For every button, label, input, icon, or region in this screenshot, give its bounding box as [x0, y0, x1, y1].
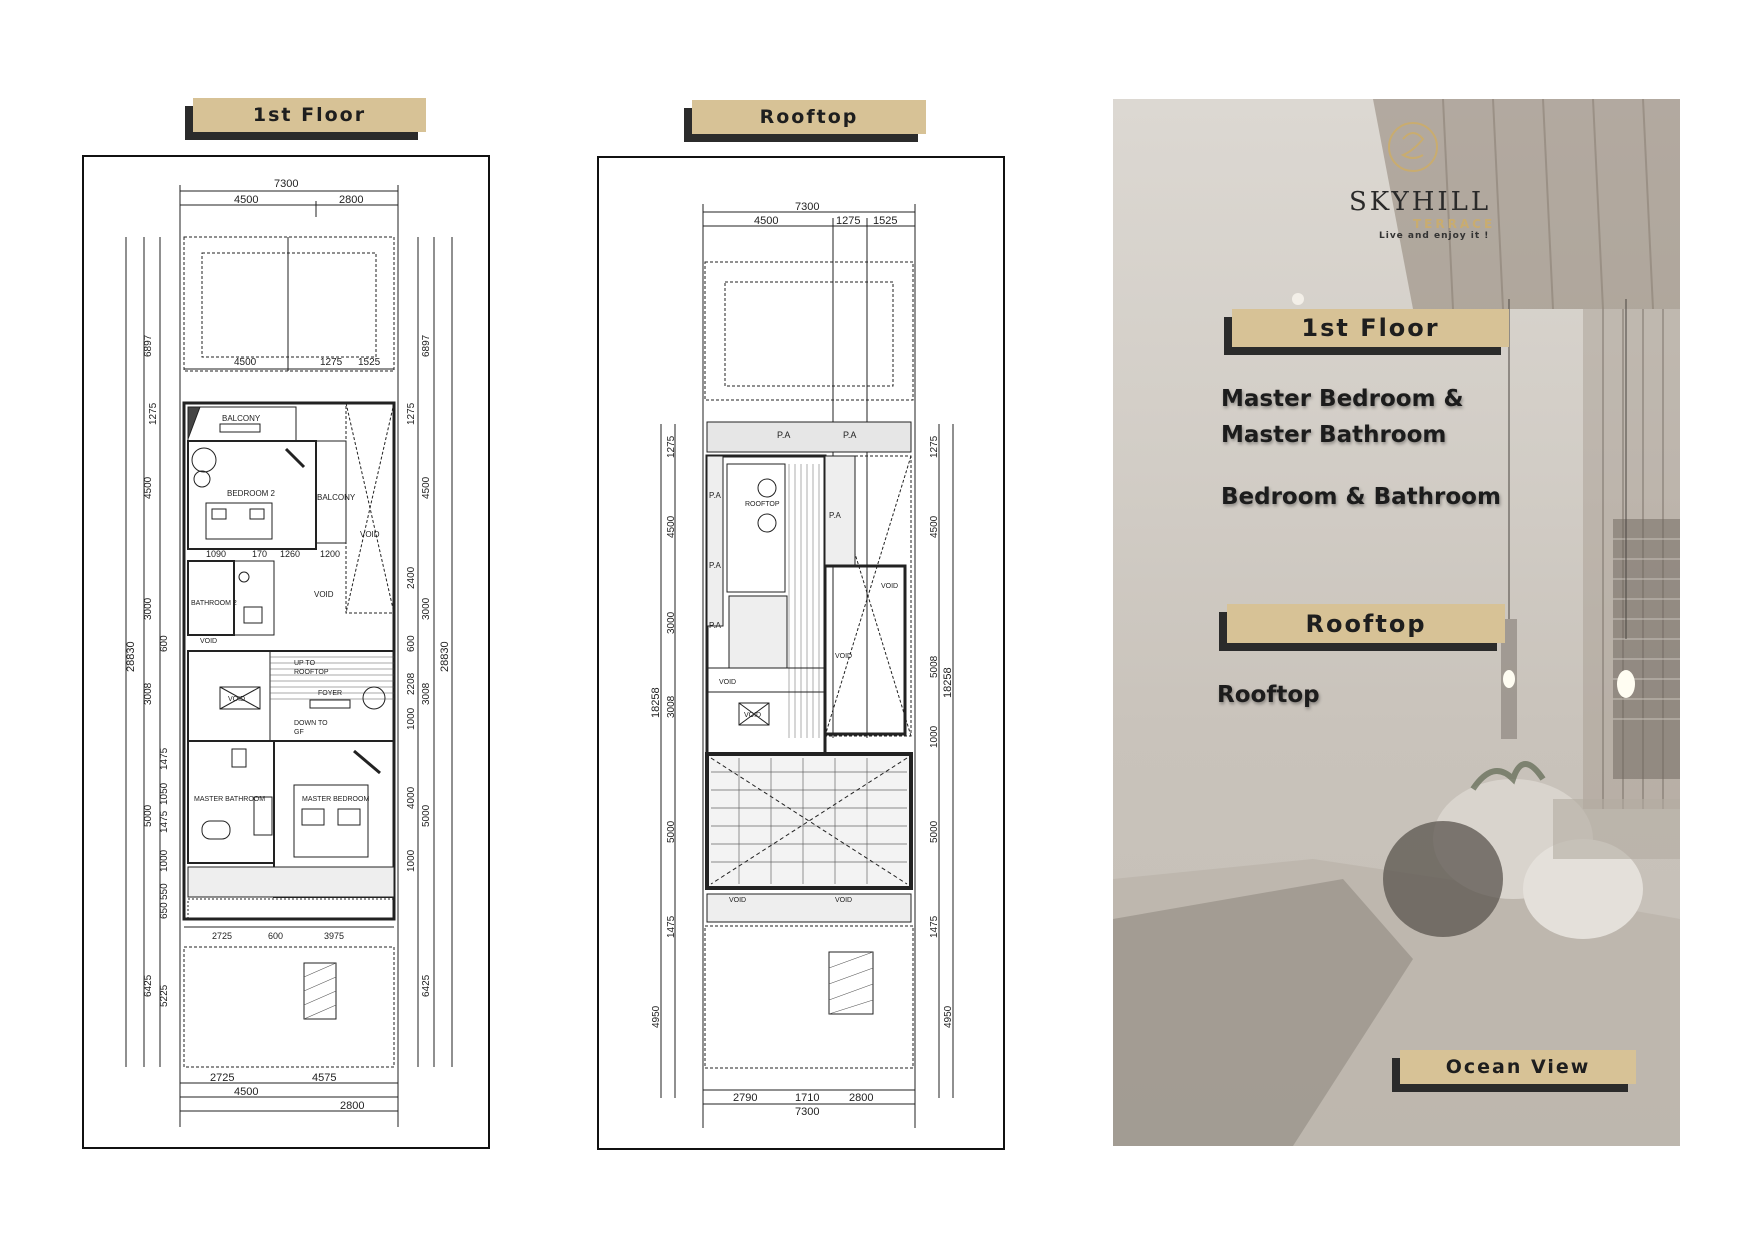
rt-right-1275: 1275: [929, 435, 940, 458]
dim-left-5225: 5225: [159, 984, 170, 1007]
rt-right-5000: 5000: [929, 820, 940, 843]
dim-right-6425: 6425: [421, 974, 432, 997]
dim-left-28830: 28830: [125, 641, 137, 672]
dim-left-550: 550: [159, 883, 170, 900]
ocean-view-label: Ocean View: [1400, 1050, 1636, 1084]
rt-right-5008: 5008: [929, 655, 940, 678]
dim-right-2400: 2400: [406, 566, 417, 589]
room-balcony-top: BALCONY: [222, 414, 261, 423]
dim-b-2725: 2725: [212, 931, 233, 941]
dim-right-4000: 4000: [406, 786, 417, 809]
dim-bottom-2800: 2800: [340, 1100, 365, 1112]
first-floor-tag: [193, 98, 426, 132]
room-void-b: VOID: [314, 590, 334, 599]
ocean-view-tag: [1400, 1050, 1636, 1084]
room-balcony-side: BALCONY: [317, 493, 356, 502]
dim-mid-1275: 1275: [320, 357, 343, 368]
rooftop-tag: [692, 100, 926, 134]
dim-top-2800: 2800: [339, 194, 364, 206]
dim-right-600: 600: [406, 635, 417, 652]
rooftop-tag-label: Rooftop: [692, 100, 926, 134]
rooftop-drawing: [599, 158, 1007, 1152]
dim-right-4500: 4500: [421, 476, 432, 499]
rt-pa-6: P.A: [829, 511, 841, 520]
dim-right-5000: 5000: [421, 804, 432, 827]
room-master-bathroom: MASTER BATHROOM: [194, 796, 266, 803]
rt-bottom-2790: 2790: [733, 1092, 758, 1104]
dim-top-4500: 4500: [234, 194, 259, 206]
rt-void-1: VOID: [719, 679, 737, 686]
rt-right-18258: 18258: [942, 667, 954, 698]
dim-right-28830: 28830: [439, 641, 451, 672]
rt-void-4: VOID: [835, 653, 853, 660]
rt-left-4500: 4500: [666, 515, 677, 538]
rt-pa-2: P.A: [843, 430, 857, 440]
room-void-c: VOID: [200, 638, 218, 645]
logo-name: SKYHILL: [1349, 187, 1492, 217]
dim-top-7300: 7300: [274, 178, 299, 190]
dim-m-1260: 1260: [280, 549, 301, 559]
dim-left-3008: 3008: [143, 682, 154, 705]
dim-left-4500: 4500: [143, 476, 154, 499]
logo-sub: TERRACE: [1413, 217, 1496, 231]
brochure-panel: [1113, 99, 1680, 1146]
rt-pa-4: P.A: [709, 561, 721, 570]
section2-line1: Rooftop: [1217, 682, 1320, 708]
first-floor-drawing: [84, 157, 492, 1151]
rt-right-1475: 1475: [929, 915, 940, 938]
first-floor-tag-label: 1st Floor: [193, 98, 426, 132]
rt-void-5: VOID: [729, 897, 747, 904]
dim-bottom-4500: 4500: [234, 1086, 259, 1098]
section1-title: 1st Floor: [1232, 309, 1509, 347]
room-bedroom-2: BEDROOM 2: [227, 489, 276, 498]
rt-left-1475: 1475: [666, 915, 677, 938]
rt-dim-1525: 1525: [873, 215, 898, 227]
dim-left-6425: 6425: [143, 974, 154, 997]
dim-mid-4500: 4500: [234, 357, 257, 368]
rt-left-3008: 3008: [666, 695, 677, 718]
skyhill-logo-icon: [1383, 117, 1443, 177]
dim-left-5000: 5000: [143, 804, 154, 827]
dim-left-1275: 1275: [148, 402, 159, 425]
dim-left-650: 650: [159, 902, 170, 919]
rt-bottom-1710: 1710: [795, 1092, 820, 1104]
dim-bottom-2725: 2725: [210, 1072, 235, 1084]
dim-right-1000: 1000: [406, 707, 417, 730]
room-bathroom-2: BATHROOM 2: [191, 600, 237, 607]
rt-right-4950: 4950: [943, 1005, 954, 1028]
rt-left-4950: 4950: [651, 1005, 662, 1028]
dim-left-1000: 1000: [159, 849, 170, 872]
room-void-d: VOID: [228, 696, 246, 703]
dim-right-1000b: 1000: [406, 849, 417, 872]
rt-dim-7300: 7300: [795, 201, 820, 213]
rt-room-rooftop: ROOFTOP: [745, 501, 780, 508]
room-master-bedroom: MASTER BEDROOM: [302, 796, 370, 803]
first-floor-plan: [82, 155, 490, 1149]
rt-left-1275: 1275: [666, 435, 677, 458]
rt-dim-4500: 4500: [754, 215, 779, 227]
dim-m-1200: 1200: [320, 549, 341, 559]
dim-b-3975: 3975: [324, 931, 345, 941]
section2-title: Rooftop: [1227, 604, 1505, 643]
dim-right-2208: 2208: [406, 672, 417, 695]
dim-left-1475b: 1475: [159, 810, 170, 833]
note-up-to: UP TO: [294, 660, 316, 667]
rt-left-3000: 3000: [666, 611, 677, 634]
dim-m-170: 170: [252, 549, 268, 559]
dim-left-6897: 6897: [143, 334, 154, 357]
dim-left-600: 600: [159, 635, 170, 652]
dim-right-3000: 3000: [421, 597, 432, 620]
room-foyer: FOYER: [318, 690, 343, 697]
dim-left-1050: 1050: [159, 782, 170, 805]
rt-void-3: VOID: [881, 583, 899, 590]
rt-dim-1275: 1275: [836, 215, 861, 227]
note-rooftop: ROOFTOP: [294, 669, 329, 676]
section2-tag: [1227, 604, 1505, 643]
dim-left-1475: 1475: [159, 747, 170, 770]
rt-left-18258: 18258: [650, 687, 662, 718]
rt-pa-3: P.A: [709, 491, 721, 500]
section1-line1: Master Bedroom &: [1221, 386, 1464, 412]
dim-b-600: 600: [268, 931, 284, 941]
rt-pa-5: P.A: [709, 621, 721, 630]
rt-bottom-2800: 2800: [849, 1092, 874, 1104]
rt-bottom-7300: 7300: [795, 1106, 820, 1118]
rt-right-4500: 4500: [929, 515, 940, 538]
section1-line2: Master Bathroom: [1221, 422, 1447, 448]
dim-right-1275: 1275: [406, 402, 417, 425]
rt-left-5000: 5000: [666, 820, 677, 843]
logo-tagline: Live and enjoy it !: [1379, 231, 1490, 241]
section1-tag: [1232, 309, 1509, 347]
rt-right-1000: 1000: [929, 725, 940, 748]
dim-right-3008: 3008: [421, 682, 432, 705]
note-down-to: DOWN TO: [294, 720, 328, 727]
section1-line3: Bedroom & Bathroom: [1221, 484, 1501, 510]
room-void-a: VOID: [360, 530, 380, 539]
rooftop-plan: [597, 156, 1005, 1150]
note-gf: GF: [294, 729, 304, 736]
rt-pa-1: P.A: [777, 430, 791, 440]
dim-mid-1525: 1525: [358, 357, 381, 368]
dim-bottom-4575: 4575: [312, 1072, 337, 1084]
dim-right-6897: 6897: [421, 334, 432, 357]
dim-m-1090: 1090: [206, 549, 227, 559]
dim-left-3000: 3000: [143, 597, 154, 620]
rt-void-2: VOID: [744, 712, 762, 719]
rt-void-6: VOID: [835, 897, 853, 904]
